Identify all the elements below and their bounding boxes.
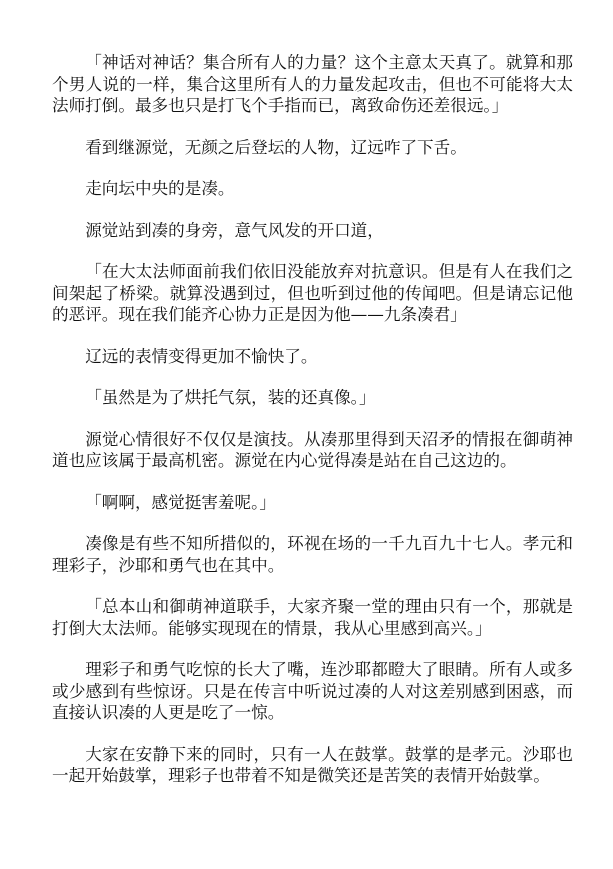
paragraph: 「在大太法师面前我们依旧没能放弃对抗意识。但是有人在我们之间架起了桥梁。就算没遇到过，但也听到过他的传闻吧。但是请忘记他的恶评。现在我们能齐心协力正是因为他——九条凑君」 bbox=[52, 262, 573, 324]
paragraph: 「虽然是为了烘托气氛，装的还真像。」 bbox=[85, 388, 376, 407]
paragraph: 大家在安静下来的同时，只有一人在鼓掌。鼓掌的是孝元。沙耶也一起开始鼓掌，理彩子也带着不知是微笑还是苦笑的表情开始鼓掌。 bbox=[52, 744, 573, 785]
paragraph: 「神话对神话？集合所有人的力量？这个主意太天真了。就算和那个男人说的一样，集合这里所有人的力量发起攻击，但也不可能将大太法师打倒。最多也只是打飞个手指而已，离致命伤还差很远。」 bbox=[52, 53, 573, 115]
paragraph: 走向坛中央的是凑。 bbox=[85, 179, 235, 198]
paragraph: 「啊啊，感觉挺害羞呢。」 bbox=[85, 492, 277, 512]
paragraph: 「总本山和御萌神道联手，大家齐聚一堂的理由只有一个，那就是打倒大太法师。能够实现现在的情景，我从心里感到高兴。」 bbox=[52, 597, 573, 638]
paragraph: 源觉心情很好不仅仅是演技。从凑那里得到天沼矛的情报在御萌神道也应该属于最高机密。源觉在内心觉得凑是站在自己这边的。 bbox=[52, 429, 573, 470]
paragraph: 看到继源觉，无颜之后登坛的人物，辽远咋了下舌。 bbox=[85, 137, 467, 157]
paragraph: 凑像是有些不知所措似的，环视在场的一千九百九十七人。孝元和理彩子，沙耶和勇气也在其中。 bbox=[52, 534, 573, 575]
paragraph: 理彩子和勇气吃惊的长大了嘴，连沙耶都瞪大了眼睛。所有人或多或少感到有些惊讶。只是在传言中听说过凑的人对这差别感到困惑，而直接认识凑的人更是吃了一惊。 bbox=[52, 660, 573, 722]
document-page bbox=[52, 52, 573, 807]
paragraph: 辽远的表情变得更加不愉快了。 bbox=[85, 346, 318, 366]
paragraph: 源觉站到凑的身旁，意气风发的开口道， bbox=[85, 220, 384, 240]
